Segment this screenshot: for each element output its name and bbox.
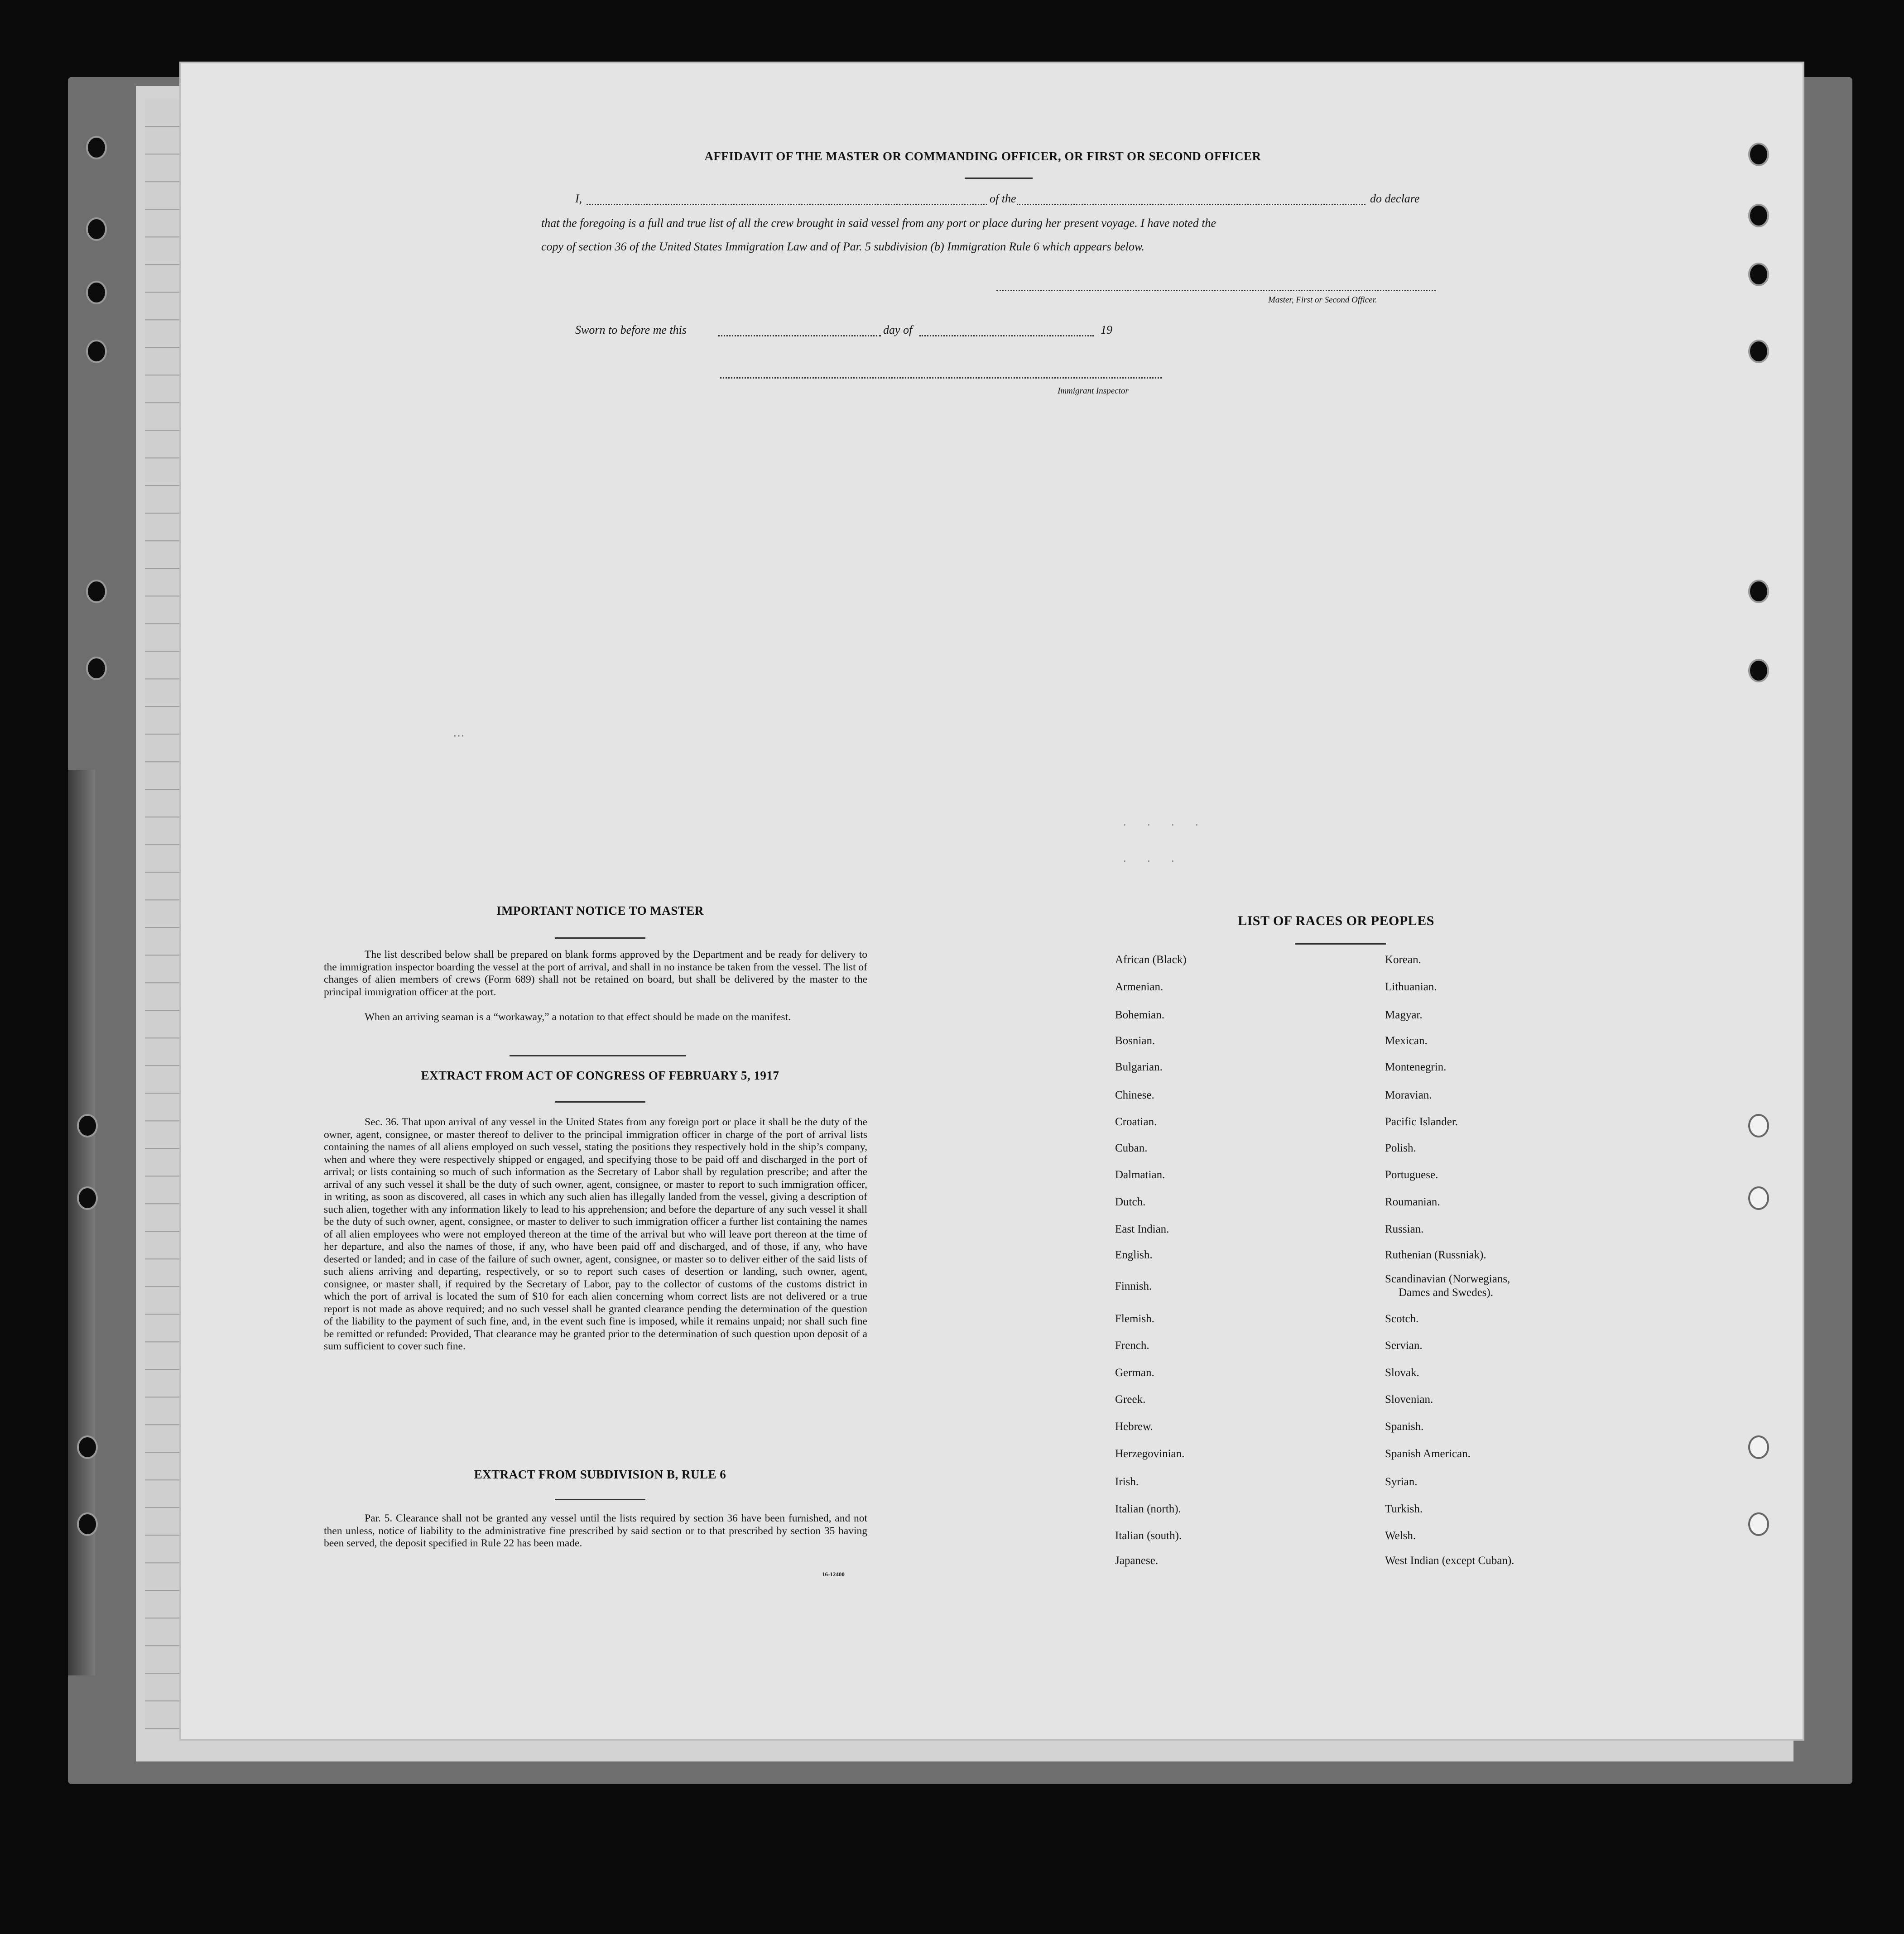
binder-hole xyxy=(1748,1186,1769,1210)
section-rule xyxy=(510,1055,686,1056)
race-item-right: Scandinavian (Norwegians, xyxy=(1385,1273,1510,1285)
notice-title: IMPORTANT NOTICE TO MASTER xyxy=(496,904,704,917)
race-item-left: Dalmatian. xyxy=(1115,1169,1165,1181)
document-page xyxy=(181,63,1803,1739)
extract-act-text: Sec. 36. That upon arrival of any vessel in the United States from any foreign port or place it shall be the duty of the owner, agent, consignee, or master thereof to deliver to the principal immigration officer in charge of the port of arrival lists containing the names of all aliens employed on such vessel, stating the positions they respectively hold in the ship’s company, when and where they were respectively shipped or engaged, and specifying those to be paid off and discharged in the port of arrival; or lists containing so much of such information as the Secretary of Labor shall by regulation prescribe; and after the arrival of any such vessel it shall be the duty of such owner, agent, consignee, or master to report to such immigration officer, in writing, as soon as discovered, all cases in which any such alien has illegally landed from the vessel, giving a description of such alien, together with any information likely to lead to his apprehension; and before the departure of any such vessel it shall be the duty of such owner, agent, consignee, or master to deliver to such immigration officer a further list containing the names of all alien employees who were not employed thereon at the time of the arrival but who will leave port thereon at the time of her departure, and also the names of those, if any, who have been paid off and discharged, and of those, if any, who have deserted or landed; and in case of the failure of such owner, agent, consignee, or master so to deliver either of the said lists of such aliens arriving and departing, respectively, or so to report such cases of desertion or landing, such owner, agent, consignee, or master shall, if required by the Secretary of Labor, pay to the collector of customs of the customs district in which the port of arrival is located the sum of $10 for each alien concerning whom correct lists are not delivered or a true report is not made as above required; and no such vessel shall be granted clearance pending the determination of the question of the liability to the payment of such fine, and, in the event such fine is imposed, while it remains unpaid; nor shall such fine be remitted or refunded: Provided, That clearance may be granted prior to the determination of such question upon deposit of a sum sufficient to cover such fine. xyxy=(324,1116,867,1352)
race-item-left: Finnish. xyxy=(1115,1280,1152,1292)
race-item-left: Italian (north). xyxy=(1115,1503,1181,1515)
affidavit-line-2: that the foregoing is a full and true list of all the crew brought in said vessel from any port or place during her present voyage. I have noted the xyxy=(541,216,1216,230)
binder-hole xyxy=(77,1114,98,1137)
binder-hole xyxy=(1748,143,1769,166)
sworn-label: Sworn to before me this xyxy=(575,323,687,336)
inspector-signature-line xyxy=(720,377,1162,379)
race-item-right: Magyar. xyxy=(1385,1009,1423,1021)
binder-hole xyxy=(86,281,107,304)
vessel-line xyxy=(1017,204,1365,205)
binder-hole xyxy=(77,1186,98,1210)
binder-hole xyxy=(1748,263,1769,286)
faint-mark: . . . xyxy=(1123,851,1183,864)
binder-hole xyxy=(77,1512,98,1536)
notice-paragraph-2: When an arriving seaman is a “workaway,” a notation to that effect should be made on the manifest. xyxy=(365,1011,791,1023)
sworn-day-line xyxy=(718,335,881,336)
do-declare-label: do declare xyxy=(1370,192,1420,205)
inspector-caption: Immigrant Inspector xyxy=(1058,386,1129,396)
notice-paragraph-1: The list described below shall be prepared on blank forms approved by the Department and be ready for delivery to the immigration inspector boarding the vessel at the port of arrival, and shall in no instance be taken from the vessel. The list of changes of alien members of crews (Form 689) shall not be retained on board, but shall be delivered by the master to the principal immigration officer at the port. xyxy=(324,949,867,998)
race-item-right: Polish. xyxy=(1385,1142,1416,1154)
races-title: LIST OF RACES OR PEOPLES xyxy=(1238,913,1434,928)
race-item-left: Bosnian. xyxy=(1115,1035,1155,1047)
name-line xyxy=(587,204,987,205)
form-number: 16-12400 xyxy=(822,1571,845,1578)
race-item-right: Slovak. xyxy=(1385,1367,1419,1379)
race-item-left: Chinese. xyxy=(1115,1089,1154,1101)
race-item-left: Irish. xyxy=(1115,1476,1139,1488)
race-item-right: Dames and Swedes). xyxy=(1399,1286,1493,1299)
race-item-right: Russian. xyxy=(1385,1223,1424,1235)
race-item-left: Dutch. xyxy=(1115,1196,1146,1208)
race-item-right: Spanish. xyxy=(1385,1421,1424,1433)
race-item-left: Bulgarian. xyxy=(1115,1061,1163,1073)
binding-spine xyxy=(68,770,95,1675)
extract-rule-text: Par. 5. Clearance shall not be granted any vessel until the lists required by section 36 have been furnished, and not then unless, notice of liability to the administrative fine prescribed by said section or to that prescribed by section 35 having been served, the deposit specified in Rule 22 has been made. xyxy=(324,1512,867,1549)
extract-act-title: EXTRACT FROM ACT OF CONGRESS OF FEBRUARY 5, 1917 xyxy=(421,1069,779,1082)
extract-act-rule xyxy=(555,1101,645,1103)
race-item-left: Flemish. xyxy=(1115,1313,1154,1325)
faint-mark: . . . . xyxy=(1123,815,1207,828)
binder-hole xyxy=(1748,1114,1769,1137)
races-rule xyxy=(1295,943,1386,945)
faint-mark: ⋯ xyxy=(453,729,474,742)
race-item-right: Mexican. xyxy=(1385,1035,1428,1047)
binder-hole xyxy=(86,580,107,603)
race-item-left: Hebrew. xyxy=(1115,1421,1153,1433)
of-the-label: of the xyxy=(990,192,1016,205)
binder-hole xyxy=(86,340,107,363)
affidavit-line-3: copy of section 36 of the United States Immigration Law and of Par. 5 subdivision (b) Immigration Rule 6 which appears below. xyxy=(541,240,1144,253)
race-item-right: Turkish. xyxy=(1385,1503,1423,1515)
extract-rule-title: EXTRACT FROM SUBDIVISION B, RULE 6 xyxy=(474,1468,726,1481)
year-label: 19 xyxy=(1101,323,1112,336)
race-item-right: Slovenian. xyxy=(1385,1393,1433,1406)
notice-rule xyxy=(555,937,645,939)
race-item-right: Welsh. xyxy=(1385,1530,1416,1542)
race-item-left: French. xyxy=(1115,1339,1149,1352)
race-item-right: Spanish American. xyxy=(1385,1448,1471,1460)
race-item-right: Montenegrin. xyxy=(1385,1061,1447,1073)
race-item-left: Armenian. xyxy=(1115,981,1164,993)
binder-hole xyxy=(1748,1512,1769,1536)
binder-hole xyxy=(1748,1435,1769,1459)
race-item-right: Ruthenian (Russniak). xyxy=(1385,1249,1486,1261)
race-item-left: East Indian. xyxy=(1115,1223,1169,1235)
race-item-right: Servian. xyxy=(1385,1339,1423,1352)
race-item-left: Greek. xyxy=(1115,1393,1146,1406)
sworn-month-line xyxy=(919,335,1094,336)
title-rule xyxy=(965,178,1033,179)
race-item-left: German. xyxy=(1115,1367,1154,1379)
extract-rule-rule xyxy=(555,1499,645,1500)
master-caption: Master, First or Second Officer. xyxy=(1268,295,1377,305)
race-item-right: Syrian. xyxy=(1385,1476,1418,1488)
race-item-left: African (Black) xyxy=(1115,954,1187,966)
i-label: I, xyxy=(575,192,582,205)
binder-hole xyxy=(77,1435,98,1459)
affidavit-title: AFFIDAVIT OF THE MASTER OR COMMANDING OFFICER, OR FIRST OR SECOND OFFICER xyxy=(704,149,1261,163)
race-item-left: Cuban. xyxy=(1115,1142,1148,1154)
day-of-label: day of xyxy=(883,323,913,336)
binder-hole xyxy=(1748,204,1769,227)
race-item-left: Bohemian. xyxy=(1115,1009,1165,1021)
race-item-right: Lithuanian. xyxy=(1385,981,1437,993)
race-item-right: Korean. xyxy=(1385,954,1421,966)
binder-hole xyxy=(1748,659,1769,682)
race-item-left: Croatian. xyxy=(1115,1116,1157,1128)
race-item-right: Moravian. xyxy=(1385,1089,1432,1101)
race-item-right: Roumanian. xyxy=(1385,1196,1440,1208)
binder-hole xyxy=(86,136,107,159)
race-item-left: Italian (south). xyxy=(1115,1530,1182,1542)
race-item-left: Japanese. xyxy=(1115,1555,1159,1567)
race-item-right: Portuguese. xyxy=(1385,1169,1438,1181)
race-item-left: Herzegovinian. xyxy=(1115,1448,1185,1460)
binder-hole xyxy=(86,217,107,241)
master-signature-line xyxy=(996,290,1436,291)
binder-hole xyxy=(1748,580,1769,603)
race-item-left: English. xyxy=(1115,1249,1153,1261)
race-item-right: Scotch. xyxy=(1385,1313,1419,1325)
race-item-right: Pacific Islander. xyxy=(1385,1116,1458,1128)
binder-hole xyxy=(1748,340,1769,363)
race-item-right: West Indian (except Cuban). xyxy=(1385,1555,1515,1567)
binder-hole xyxy=(86,657,107,680)
